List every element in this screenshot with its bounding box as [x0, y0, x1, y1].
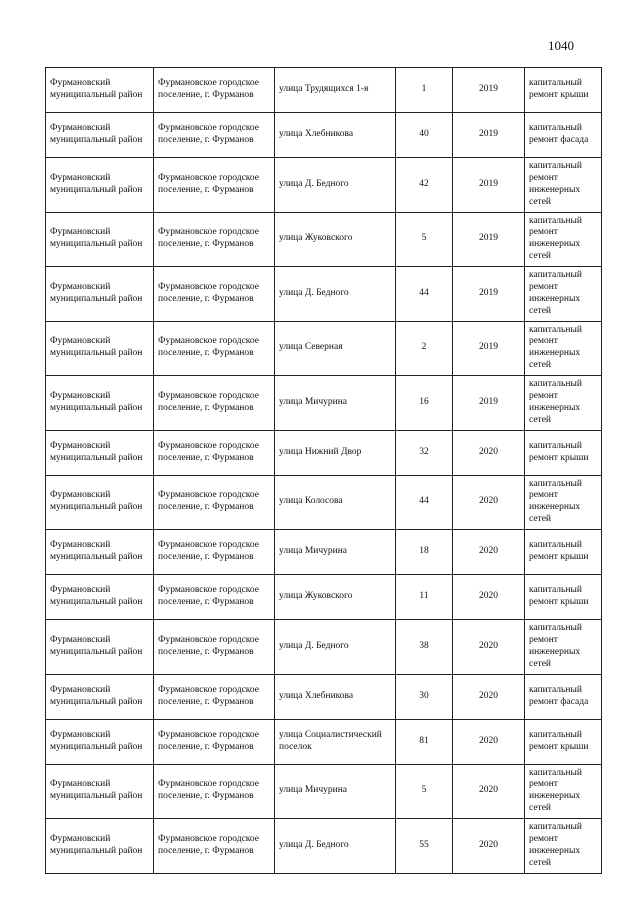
street-cell: улица Жуковского: [275, 212, 396, 267]
settlement-cell: Фурмановское городское поселение, г. Фурманов: [154, 430, 275, 475]
table-row: [46, 530, 602, 575]
year-cell: 2019: [453, 321, 525, 376]
settlement-cell: Фурмановское городское поселение, г. Фурманов: [154, 819, 275, 874]
district-cell: Фурмановский муниципальный район: [46, 113, 154, 158]
work-type-cell: капитальный ремонт инженерных сетей: [525, 620, 602, 675]
table-row: [46, 113, 602, 158]
page-number: 1040: [548, 38, 574, 53]
year-cell: 2020: [453, 530, 525, 575]
table-row: [46, 158, 602, 213]
settlement-cell: Фурмановское городское поселение, г. Фурманов: [154, 68, 275, 113]
settlement-cell: Фурмановское городское поселение, г. Фурманов: [154, 575, 275, 620]
district-cell: Фурмановский муниципальный район: [46, 764, 154, 819]
house-number-cell: 1: [396, 68, 453, 113]
house-number-cell: 44: [396, 267, 453, 322]
district-cell: Фурмановский муниципальный район: [46, 475, 154, 530]
house-number-cell: 2: [396, 321, 453, 376]
settlement-cell: Фурмановское городское поселение, г. Фурманов: [154, 158, 275, 213]
work-type-cell: капитальный ремонт инженерных сетей: [525, 819, 602, 874]
house-number-cell: 44: [396, 475, 453, 530]
table-row: [46, 376, 602, 431]
district-cell: Фурмановский муниципальный район: [46, 212, 154, 267]
work-type-cell: капитальный ремонт инженерных сетей: [525, 764, 602, 819]
street-cell: улица Д. Бедного: [275, 158, 396, 213]
settlement-cell: Фурмановское городское поселение, г. Фурманов: [154, 530, 275, 575]
street-cell: улица Д. Бедного: [275, 267, 396, 322]
table-row: [46, 764, 602, 819]
year-cell: 2020: [453, 719, 525, 764]
street-cell: улица Нижний Двор: [275, 430, 396, 475]
street-cell: улица Колосова: [275, 475, 396, 530]
table-row: [46, 475, 602, 530]
year-cell: 2019: [453, 212, 525, 267]
house-number-cell: 11: [396, 575, 453, 620]
settlement-cell: Фурмановское городское поселение, г. Фурманов: [154, 674, 275, 719]
district-cell: Фурмановский муниципальный район: [46, 376, 154, 431]
street-cell: улица Жуковского: [275, 575, 396, 620]
settlement-cell: Фурмановское городское поселение, г. Фурманов: [154, 267, 275, 322]
work-type-cell: капитальный ремонт инженерных сетей: [525, 212, 602, 267]
settlement-cell: Фурмановское городское поселение, г. Фурманов: [154, 212, 275, 267]
district-cell: Фурмановский муниципальный район: [46, 819, 154, 874]
house-number-cell: 32: [396, 430, 453, 475]
registry-table: [45, 67, 602, 874]
work-type-cell: капитальный ремонт крыши: [525, 575, 602, 620]
year-cell: 2019: [453, 68, 525, 113]
table-row: [46, 212, 602, 267]
work-type-cell: капитальный ремонт фасада: [525, 674, 602, 719]
settlement-cell: Фурмановское городское поселение, г. Фурманов: [154, 376, 275, 431]
street-cell: улица Д. Бедного: [275, 819, 396, 874]
district-cell: Фурмановский муниципальный район: [46, 158, 154, 213]
house-number-cell: 5: [396, 764, 453, 819]
district-cell: Фурмановский муниципальный район: [46, 267, 154, 322]
street-cell: улица Д. Бедного: [275, 620, 396, 675]
district-cell: Фурмановский муниципальный район: [46, 575, 154, 620]
year-cell: 2020: [453, 475, 525, 530]
table-row: [46, 267, 602, 322]
district-cell: Фурмановский муниципальный район: [46, 430, 154, 475]
street-cell: улица Трудящихся 1-я: [275, 68, 396, 113]
year-cell: 2019: [453, 376, 525, 431]
house-number-cell: 40: [396, 113, 453, 158]
street-cell: улица Мичурина: [275, 764, 396, 819]
year-cell: 2019: [453, 158, 525, 213]
district-cell: Фурмановский муниципальный район: [46, 68, 154, 113]
year-cell: 2019: [453, 113, 525, 158]
year-cell: 2020: [453, 674, 525, 719]
table-row: [46, 430, 602, 475]
table-row: [46, 575, 602, 620]
settlement-cell: Фурмановское городское поселение, г. Фурманов: [154, 113, 275, 158]
work-type-cell: капитальный ремонт крыши: [525, 68, 602, 113]
year-cell: 2020: [453, 430, 525, 475]
work-type-cell: капитальный ремонт инженерных сетей: [525, 267, 602, 322]
table-row: [46, 674, 602, 719]
district-cell: Фурмановский муниципальный район: [46, 321, 154, 376]
district-cell: Фурмановский муниципальный район: [46, 719, 154, 764]
street-cell: улица Хлебникова: [275, 674, 396, 719]
street-cell: улица Хлебникова: [275, 113, 396, 158]
table-row: [46, 620, 602, 675]
street-cell: улица Северная: [275, 321, 396, 376]
house-number-cell: 30: [396, 674, 453, 719]
district-cell: Фурмановский муниципальный район: [46, 530, 154, 575]
house-number-cell: 55: [396, 819, 453, 874]
work-type-cell: капитальный ремонт крыши: [525, 430, 602, 475]
settlement-cell: Фурмановское городское поселение, г. Фурманов: [154, 719, 275, 764]
work-type-cell: капитальный ремонт крыши: [525, 719, 602, 764]
house-number-cell: 81: [396, 719, 453, 764]
street-cell: улица Мичурина: [275, 530, 396, 575]
table-row: [46, 321, 602, 376]
house-number-cell: 42: [396, 158, 453, 213]
year-cell: 2019: [453, 267, 525, 322]
district-cell: Фурмановский муниципальный район: [46, 620, 154, 675]
street-cell: улица Социалистический поселок: [275, 719, 396, 764]
street-cell: улица Мичурина: [275, 376, 396, 431]
table-body: [46, 68, 602, 874]
settlement-cell: Фурмановское городское поселение, г. Фурманов: [154, 475, 275, 530]
settlement-cell: Фурмановское городское поселение, г. Фурманов: [154, 764, 275, 819]
work-type-cell: капитальный ремонт инженерных сетей: [525, 475, 602, 530]
settlement-cell: Фурмановское городское поселение, г. Фурманов: [154, 620, 275, 675]
year-cell: 2020: [453, 764, 525, 819]
house-number-cell: 5: [396, 212, 453, 267]
settlement-cell: Фурмановское городское поселение, г. Фурманов: [154, 321, 275, 376]
year-cell: 2020: [453, 819, 525, 874]
year-cell: 2020: [453, 620, 525, 675]
work-type-cell: капитальный ремонт инженерных сетей: [525, 376, 602, 431]
house-number-cell: 18: [396, 530, 453, 575]
work-type-cell: капитальный ремонт фасада: [525, 113, 602, 158]
work-type-cell: капитальный ремонт крыши: [525, 530, 602, 575]
work-type-cell: капитальный ремонт инженерных сетей: [525, 321, 602, 376]
table-row: [46, 719, 602, 764]
district-cell: Фурмановский муниципальный район: [46, 674, 154, 719]
table-row: [46, 819, 602, 874]
house-number-cell: 38: [396, 620, 453, 675]
table-row: [46, 68, 602, 113]
work-type-cell: капитальный ремонт инженерных сетей: [525, 158, 602, 213]
year-cell: 2020: [453, 575, 525, 620]
house-number-cell: 16: [396, 376, 453, 431]
